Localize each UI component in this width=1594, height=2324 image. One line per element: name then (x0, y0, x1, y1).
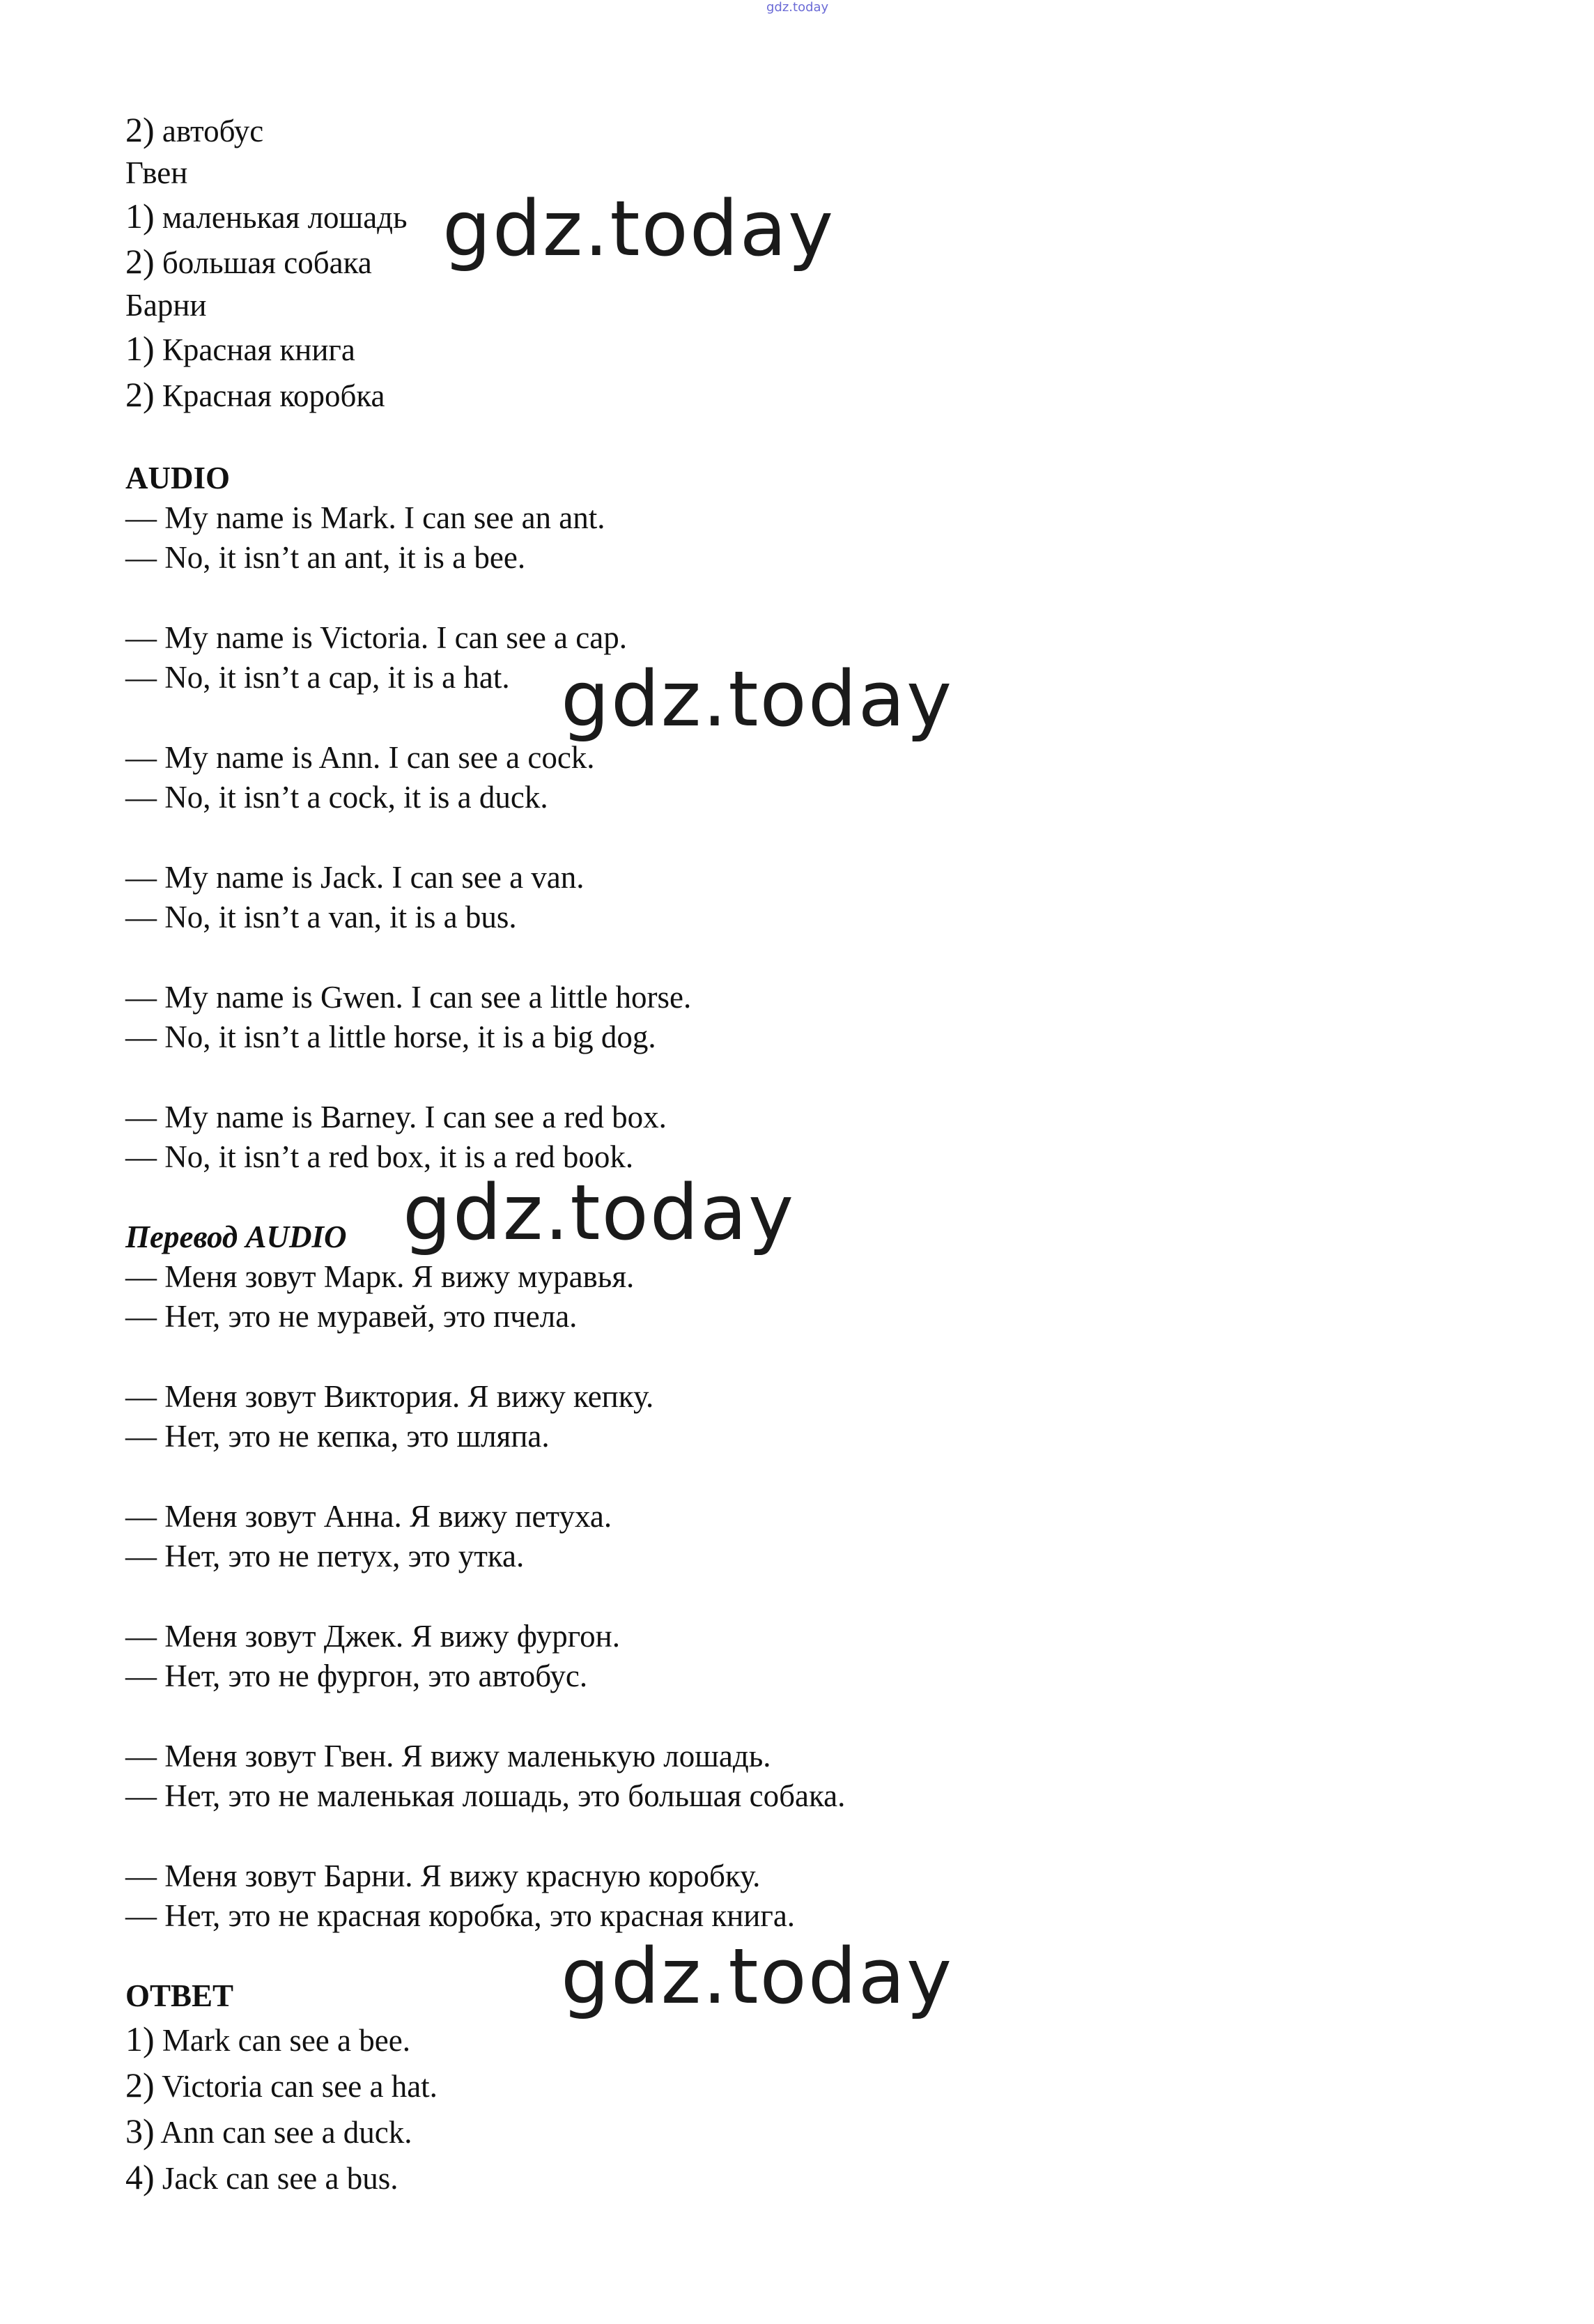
translation-line: — Меня зовут Анна. Я вижу петуха. (125, 1499, 612, 1534)
translation-line: — Нет, это не муравей, это пчела. (125, 1299, 578, 1334)
watermark: gdz.today (442, 184, 835, 273)
list-item: Барни (125, 288, 207, 323)
list-item: Гвен (125, 155, 188, 190)
translation-line: — Меня зовут Гвен. Я вижу маленькую лошадь. (125, 1739, 771, 1773)
audio-line: — No, it isn’t a red box, it is a red book. (125, 1139, 634, 1174)
answer-item: 1) Mark can see a bee. (125, 2019, 410, 2058)
translation-line: — Нет, это не петух, это утка. (125, 1539, 525, 1573)
answer-heading: ОТВЕТ (125, 1978, 234, 2013)
list-item: 2) Красная коробка (125, 375, 385, 414)
audio-line: — My name is Ann. I can see a cock. (125, 740, 595, 775)
audio-line: — My name is Barney. I can see a red box. (125, 1100, 667, 1134)
translation-line: — Меня зовут Виктория. Я вижу кепку. (125, 1379, 654, 1414)
translation-line: — Нет, это не красная коробка, это красная книга. (125, 1898, 796, 1933)
translation-heading: Перевод AUDIO (125, 1219, 347, 1254)
answer-item: 4) Jack can see a bus. (125, 2157, 398, 2196)
translation-line: — Меня зовут Марк. Я вижу муравья. (125, 1259, 635, 1294)
translation-line: — Нет, это не фургон, это автобус. (125, 1659, 588, 1693)
header-watermark: gdz.today (766, 0, 829, 15)
audio-line: — No, it isn’t a cock, it is a duck. (125, 780, 548, 815)
list-item: 2) большая собака (125, 242, 372, 281)
watermark: gdz.today (561, 654, 954, 744)
translation-line: — Меня зовут Барни. Я вижу красную коробку. (125, 1859, 761, 1893)
list-item: 2) автобус (125, 110, 264, 149)
answer-item: 2) Victoria can see a hat. (125, 2065, 438, 2104)
audio-line: — No, it isn’t an ant, it is a bee. (125, 540, 526, 575)
list-item: 1) Красная книга (125, 329, 355, 368)
audio-line: — My name is Victoria. I can see a cap. (125, 620, 627, 655)
watermark: gdz.today (561, 1932, 954, 2021)
translation-line: — Нет, это не маленькая лошадь, это большая собака. (125, 1778, 846, 1813)
list-item: 1) маленькая лошадь (125, 197, 408, 236)
audio-line: — My name is Gwen. I can see a little horse. (125, 980, 692, 1015)
audio-line: — No, it isn’t a cap, it is a hat. (125, 660, 510, 695)
audio-line: — My name is Jack. I can see a van. (125, 860, 585, 895)
audio-line: — My name is Mark. I can see an ant. (125, 500, 605, 535)
translation-line: — Меня зовут Джек. Я вижу фургон. (125, 1619, 620, 1654)
audio-line: — No, it isn’t a little horse, it is a big dog. (125, 1019, 656, 1054)
audio-heading: AUDIO (125, 461, 231, 495)
translation-line: — Нет, это не кепка, это шляпа. (125, 1419, 550, 1454)
audio-line: — No, it isn’t a van, it is a bus. (125, 900, 517, 934)
answer-item: 3) Ann can see a duck. (125, 2111, 412, 2150)
watermark: gdz.today (403, 1168, 796, 1257)
